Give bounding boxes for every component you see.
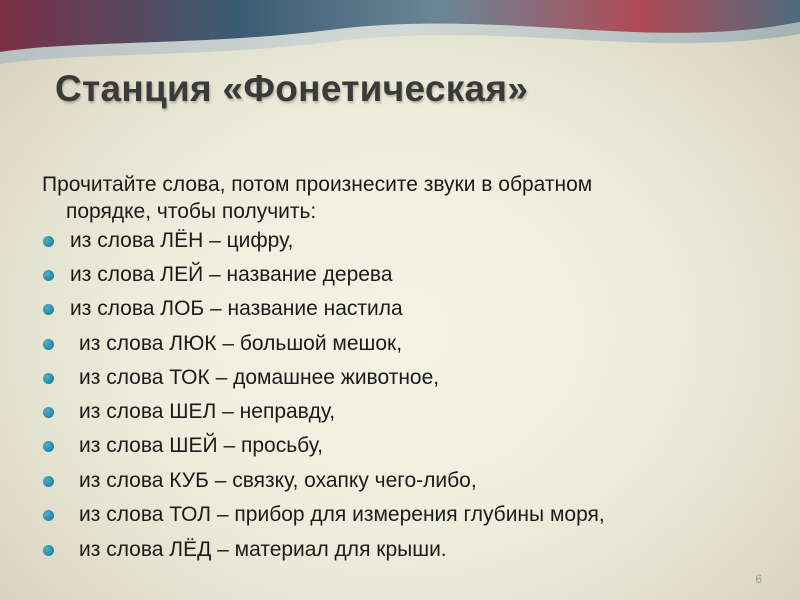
list-item-text: из слова ЛЮК – большой мешок, <box>79 332 403 355</box>
list-item-text: из слова ШЕЙ – просьбу, <box>79 434 323 457</box>
list-item-text: из слова ЛОБ – название настила <box>70 297 403 320</box>
bullet-dot-icon <box>43 236 54 247</box>
list-item-text: из слова ШЕЛ – неправду, <box>79 400 336 423</box>
list-item-text: из слова ЛЁН – цифру, <box>70 229 294 252</box>
intro-paragraph <box>42 171 762 225</box>
list-item-text: из слова ТОЛ – прибор для измерения глубины моря, <box>79 503 605 526</box>
bullet-dot-icon <box>43 545 54 556</box>
bullet-dot-icon <box>43 407 54 418</box>
intro-line-1: Прочитайте слова, потом произнесите звуки в обратном <box>42 173 593 196</box>
list-item-text: из слова ЛЁД – материал для крыши. <box>79 538 447 561</box>
bullet-dot-icon <box>43 339 54 350</box>
bullet-dot-icon <box>43 373 54 384</box>
bullet-dot-icon <box>43 510 54 521</box>
bullet-dot-icon <box>43 441 54 452</box>
list-item-text: из слова КУБ – связку, охапку чего-либо, <box>79 469 477 492</box>
bullet-dot-icon <box>43 304 54 315</box>
bullet-dot-icon <box>43 270 54 281</box>
decorative-wave-header <box>0 0 800 70</box>
list-item-text: из слова ТОК – домашнее животное, <box>79 366 440 389</box>
page-number: 6 <box>755 572 762 586</box>
list-item-text: из слова ЛЕЙ – название дерева <box>70 263 393 286</box>
slide-title: Станция «Фонетическая» <box>55 68 529 109</box>
bullet-dot-icon <box>43 476 54 487</box>
intro-line-2: порядке, чтобы получить: <box>66 200 317 223</box>
